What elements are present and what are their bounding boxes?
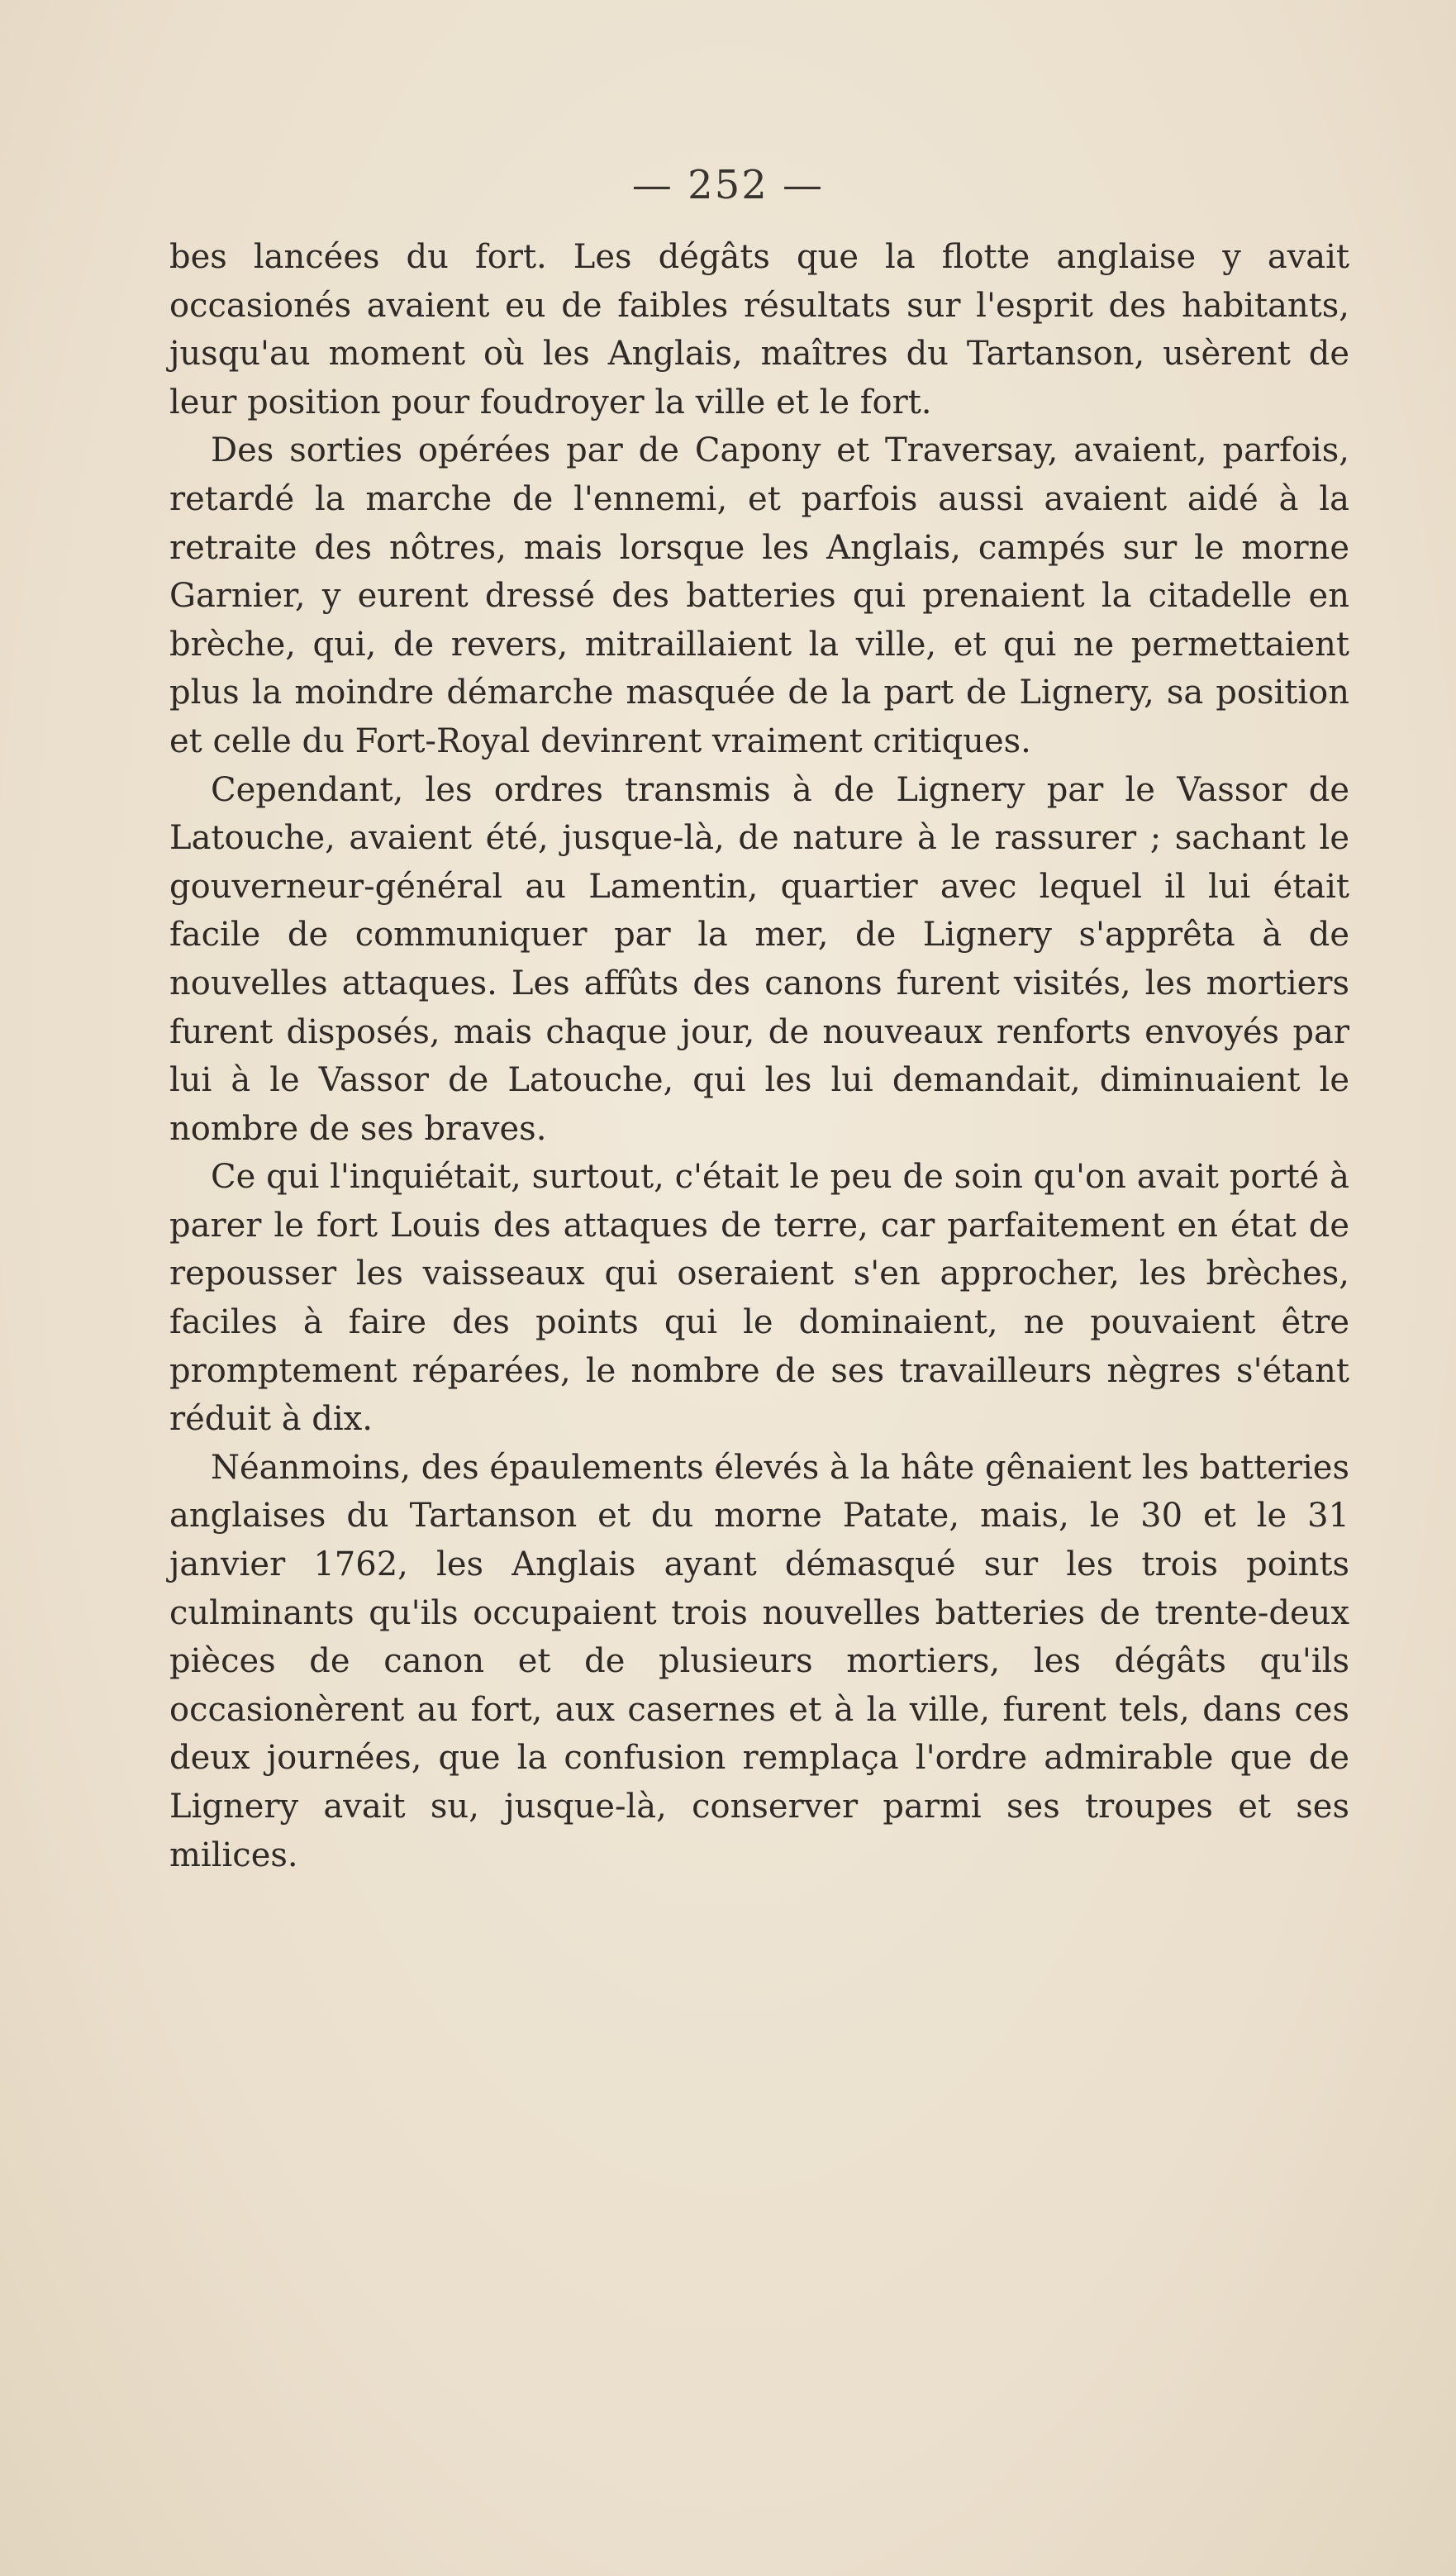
paragraph-3-text: Cependant, les ordres transmis à de Lignery par le Vassor de Latouche, avaient été, jusque-là, de nature à le rassurer ; sachant le gouverneur-général au Lamentin, quartier avec lequel il lui était facile de communiquer par la mer, de Lignery s'apprêta à de nouvelles attaques. Les affûts des canons furent visités, les mortiers furent disposés, mais chaque jour, de nouveaux renforts envoyés par lui à le Vassor de Latouche, qui les lui demandait, diminuaient le nombre de ses braves. <box>169 770 1349 1148</box>
paragraph-2-text: Des sorties opérées par de Capony et Traversay, avaient, parfois, retardé la marche de l'ennemi, et parfois aussi avaient aidé à la retraite des nôtres, mais lorsque les Anglais, campés sur le morne Garnier, y eurent dressé des batteries qui prenaient la citadelle en brèche, qui, de revers, mitraillaient la ville, et qui ne permettaient plus la moindre démarche masquée de la part de Lignery, sa position et celle du Fort-Royal devinrent vraiment critiques. <box>169 431 1349 760</box>
paragraph-3 <box>169 766 1349 1154</box>
paragraph-4 <box>169 1153 1349 1444</box>
page-number: — 252 — <box>631 162 825 208</box>
paragraph-4-text: Ce qui l'inquiétait, surtout, c'était le peu de soin qu'on avait porté à parer le fort Louis des attaques de terre, car parfaitement en état de repousser les vaisseaux qui oseraient s'en approcher, les brèches, faciles à faire des points qui le dominaient, ne pouvaient être promptement réparées, le nombre de ses travailleurs nègres s'étant réduit à dix. <box>169 1158 1349 1439</box>
paragraph-1-text: bes lancées du fort. Les dégâts que la flotte anglaise y avait occasionés avaient eu de faibles résultats sur l'esprit des habitants, jusqu'au moment où les Anglais, maîtres du Tartanson, usèrent de leur position pour foudroyer la ville et le fort. <box>169 238 1349 421</box>
body-text <box>169 233 1349 1879</box>
paragraph-1 <box>169 233 1349 426</box>
paragraph-5-text: Néanmoins, des épaulements élevés à la hâte gênaient les batteries anglaises du Tartanson et du morne Patate, mais, le 30 et le 31 janvier 1762, les Anglais ayant démasqué sur les trois points culminants qu'ils occupaient trois nouvelles batteries de trente-deux pièces de canon et de plusieurs mortiers, les dégâts qu'ils occasionèrent au fort, aux casernes et à la ville, furent tels, dans ces deux journées, que la confusion remplaça l'ordre admirable que de Lignery avait su, jusque-là, conserver parmi ses troupes et ses milices. <box>169 1448 1349 1874</box>
paragraph-2 <box>169 426 1349 765</box>
paragraph-5 <box>169 1444 1349 1879</box>
